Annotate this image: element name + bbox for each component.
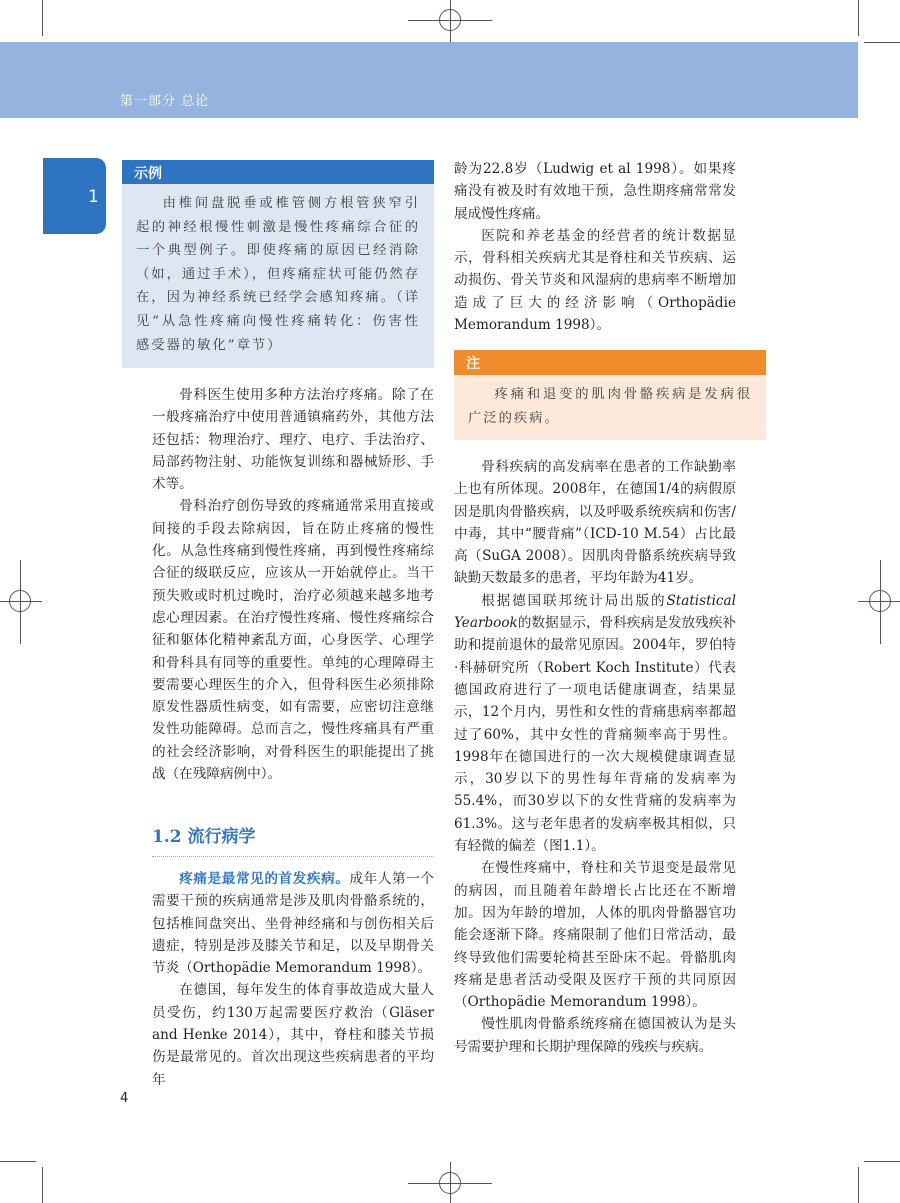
- paragraph: 在德国，每年发生的体育事故造成大量人员受伤，约130万起需要医疗救治（Gläser and Henke 2014），其中，脊柱和膝关节损伤是最常见的。首次出现这些疾病患者的平均年: [152, 982, 434, 1088]
- paragraph: [454, 590, 736, 858]
- paragraph: 在慢性疼痛中，脊柱和关节退变是最常见的病因，而且随着年龄增长占比还在不断增加。因为年龄的增加，人体的肌肉骨骼器官功能会逐渐下降。疼痛限制了他们日常活动，最终导致他们需要轮椅甚至卧床不起。骨骼肌肉疼痛是患者活动受限及医疗干预的共同原因（Orthopädie Memorandum 1998）。: [454, 860, 736, 1011]
- note-box-title: 注: [454, 350, 766, 375]
- emphasized-lead: 疼痛是最常见的首发疾病。: [179, 871, 350, 887]
- example-box-title: 示例: [122, 160, 434, 184]
- paragraph: 慢性肌肉骨骼系统疼痛在德国被认为是头号需要护理和长期护理保障的残疾与疾病。: [454, 1016, 736, 1055]
- paragraph: [152, 868, 434, 979]
- note-box-body: 疼痛和退变的肌肉骨骼疾病是发病很广泛的疾病。: [468, 387, 752, 426]
- paragraph: 医院和养老基金的经营者的统计数据显示，骨科相关疾病尤其是脊柱和关节疾病、运动损伤、骨关节炎和风湿病的患病率不断增加造成了巨大的经济影响（Orthopädie Memorandum 1998）。: [454, 227, 736, 334]
- example-box: [122, 160, 434, 368]
- page-number: 4: [120, 1091, 129, 1106]
- example-box-body: 由椎间盘脱垂或椎管侧方根管狭窄引起的神经根慢性刺激是慢性疼痛综合征的一个典型例子。即使疼痛的原因已经消除（如，通过手术），但疼痛症状可能仍然存在，因为神经系统已经学会感知疼痛。（详见“从急性疼痛向慢性疼痛转化：伤害性感受器的敏化”章节）: [136, 196, 420, 353]
- book-title: Statistical Yearbook: [454, 592, 736, 632]
- paragraph-text: 成年人第一个需要干预的疾病通常是涉及肌肉骨骼系统的，包括椎间盘突出、坐骨神经痛和与创伤相关后遗症，特别是涉及膝关节和足，以及早期骨关节炎（Orthopädie Memorandum 1998）。: [152, 871, 435, 977]
- left-column-bottom: [152, 868, 434, 1091]
- paragraph: 骨科治疗创伤导致的疼痛通常采用直接或间接的手段去除病因，旨在防止疼痛的慢性化。从急性疼痛到慢性疼痛，再到慢性疼痛综合征的级联反应，应该从一开始就停止。当干预失败或时机过晚时，治疗必须越来越多地考虑心理因素。在治疗慢性疼痛、慢性疼痛综合征和躯体化精神紊乱方面，心身医学、心理学和骨科具有同等的重要性。单纯的心理障碍主要需要心理医生的介入，但骨科医生必须排除原发性器质性病变，如有需要，应密切注意继发性功能障碍。总而言之，慢性疼痛具有严重的社会经济影响，对骨科医生的职能提出了挑战（在残障病例中）。: [152, 498, 434, 783]
- right-column-top: [454, 158, 736, 336]
- part-label: 第一部分 总论: [120, 94, 210, 109]
- section-divider: [152, 856, 434, 857]
- note-box: [454, 350, 766, 440]
- paragraph: 骨科医生使用多种方法治疗疼痛。除了在一般疼痛治疗中使用普通镇痛药外，其他方法还包括：物理治疗、理疗、电疗、手法治疗、局部药物注射、功能恢复训练和器械矫形、手术等。: [152, 387, 434, 493]
- chapter-number: 1: [88, 187, 99, 207]
- paragraph: 龄为22.8岁（Ludwig et al 1998）。如果疼痛没有被及时有效地干预，急性期疼痛常常发展成慢性疼痛。: [454, 161, 736, 222]
- right-column-bottom: [454, 456, 736, 1058]
- paragraph: 骨科疾病的高发病率在患者的工作缺勤率上也有所体现。2008年，在德国1/4的病假原因是肌肉骨骼疾病，以及呼吸系统疾病和伤害/中毒，其中“腰背痛”（ICD-10 M.54）占比最高（SuGA 2008）。因肌肉骨骼系统疾病导致缺勤天数最多的患者，平均年龄为41岁。: [454, 459, 736, 587]
- section-heading: 1.2 流行病学: [152, 827, 256, 847]
- paragraph-text: 根据德国联邦统计局出版的: [481, 592, 667, 609]
- left-column-top: [152, 384, 434, 785]
- paragraph-text: 的数据显示，骨科疾病是发放残疾补助和提前退休的最常见原因。2004年，罗伯特·科赫研究所（Robert Koch Institute）代表德国政府进行了一项电话健康调查，结果显示，12个月内，男性和女性的背痛患病率都超过了60%，其中女性的背痛频率高于男性。1998年在德国进行的一次大规模健康调查显示，30岁以下的男性每年背痛的发病率为55.4%，而30岁以下的女性背痛的发病率为61.3%。这与老年患者的发病率极其相似，只有轻微的偏差（图1.1）。: [454, 615, 736, 855]
